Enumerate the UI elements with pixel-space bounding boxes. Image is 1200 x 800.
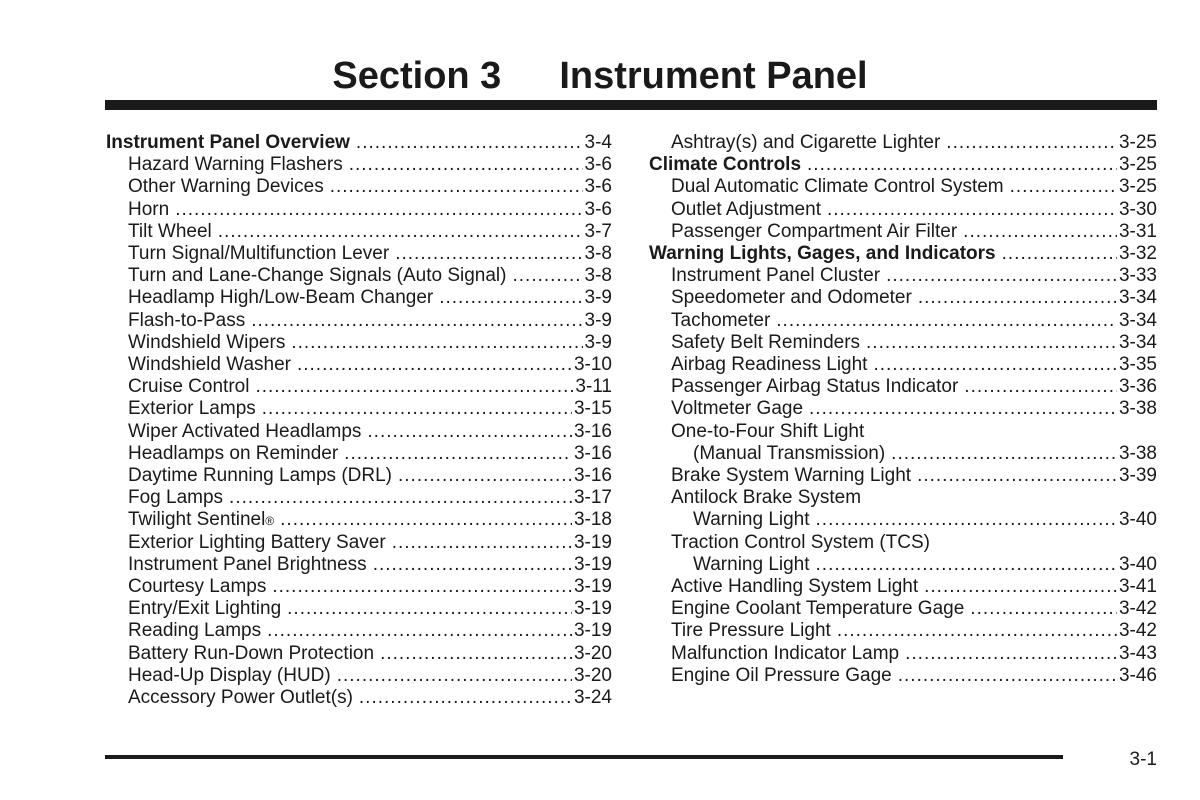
dot-leader bbox=[272, 576, 572, 598]
toc-entry-label: Engine Oil Pressure Gage bbox=[671, 664, 892, 686]
toc-entry-label: Instrument Panel Brightness bbox=[128, 553, 367, 575]
toc-entry[interactable] bbox=[106, 421, 612, 443]
toc-entry-page: 3-9 bbox=[584, 309, 612, 331]
toc-entry-page: 3-34 bbox=[1118, 309, 1157, 331]
toc-entry-page: 3-39 bbox=[1118, 465, 1157, 487]
toc-entry-page: 3-4 bbox=[584, 132, 612, 153]
toc-entry-page: 3-41 bbox=[1118, 576, 1157, 598]
dot-leader bbox=[512, 265, 582, 287]
dot-leader bbox=[175, 199, 582, 221]
toc-entry-label: Passenger Airbag Status Indicator bbox=[671, 376, 959, 398]
dot-leader bbox=[816, 509, 1117, 531]
toc-entry-page: 3-19 bbox=[573, 620, 612, 642]
toc-entry-label: Engine Coolant Temperature Gage bbox=[671, 598, 965, 620]
toc-entry-page: 3-9 bbox=[584, 287, 612, 309]
dot-leader bbox=[337, 665, 572, 687]
toc-entry-page: 3-34 bbox=[1118, 331, 1157, 353]
toc-entry-label: Hazard Warning Flashers bbox=[128, 154, 343, 176]
page-title bbox=[0, 52, 1200, 100]
toc-entry-label: Outlet Adjustment bbox=[671, 198, 821, 220]
toc-entry-label: Safety Belt Reminders bbox=[671, 331, 861, 353]
toc-entry-page: 3-8 bbox=[584, 243, 612, 265]
toc-entry[interactable] bbox=[649, 532, 1157, 554]
toc-entry-page: 3-31 bbox=[1118, 220, 1157, 242]
dot-leader bbox=[905, 643, 1117, 665]
toc-entry-page: 3-11 bbox=[575, 376, 612, 398]
dot-leader bbox=[251, 310, 582, 332]
toc-entry[interactable] bbox=[649, 421, 1157, 443]
toc-entry-label: Headlamps on Reminder bbox=[128, 442, 339, 464]
toc-entry-page: 3-16 bbox=[573, 465, 612, 487]
toc-entry-label: Ashtray(s) and Cigarette Lighter bbox=[671, 132, 941, 153]
dot-leader bbox=[439, 287, 582, 309]
toc-entry-page: 3-16 bbox=[573, 442, 612, 464]
toc-entry-page: 3-40 bbox=[1118, 509, 1157, 531]
toc-entry[interactable] bbox=[106, 465, 612, 487]
toc-entry[interactable] bbox=[649, 176, 1157, 198]
toc-entry-page: 3-17 bbox=[573, 487, 612, 509]
section-label: Section 3 bbox=[332, 55, 502, 97]
dot-leader bbox=[924, 576, 1117, 598]
toc-entry-page: 3-25 bbox=[1118, 176, 1157, 198]
toc-entry[interactable] bbox=[106, 443, 612, 465]
toc-entry-label: Dual Automatic Climate Control System bbox=[671, 176, 1004, 198]
toc-entry-label: Other Warning Devices bbox=[128, 176, 324, 198]
toc-entry-page: 3-19 bbox=[573, 598, 612, 620]
toc-entry-label: One-to-Four Shift Light bbox=[671, 420, 865, 442]
toc-entry[interactable] bbox=[106, 265, 612, 287]
toc-entry-label: Entry/Exit Lighting bbox=[128, 598, 282, 620]
toc-entry-page: 3-25 bbox=[1118, 132, 1157, 153]
dot-leader bbox=[373, 554, 572, 576]
toc-entry-page: 3-6 bbox=[584, 198, 612, 220]
toc-entry-label: Airbag Readiness Light bbox=[671, 354, 868, 376]
toc-entry-label: Tilt Wheel bbox=[128, 220, 212, 242]
toc-entry-page: 3-10 bbox=[573, 354, 612, 376]
toc-entry-page: 3-19 bbox=[573, 576, 612, 598]
dot-leader bbox=[330, 176, 583, 198]
toc-entry-label: Headlamp High/Low-Beam Changer bbox=[128, 287, 434, 309]
toc-entry[interactable] bbox=[649, 576, 1157, 598]
toc-entry-label: Instrument Panel Overview bbox=[106, 132, 350, 153]
dot-leader bbox=[776, 310, 1117, 332]
toc-entry-page: 3-32 bbox=[1118, 243, 1157, 265]
toc-entry[interactable] bbox=[106, 598, 612, 620]
toc-entry-label: Windshield Washer bbox=[128, 354, 291, 376]
toc-entry-page: 3-6 bbox=[584, 176, 612, 198]
toc-entry[interactable] bbox=[106, 376, 612, 398]
toc-entry-label: Flash-to-Pass bbox=[128, 309, 246, 331]
dot-leader bbox=[807, 154, 1117, 176]
toc-entry-page: 3-20 bbox=[573, 664, 612, 686]
dot-leader bbox=[229, 487, 572, 509]
page-number: 3-1 bbox=[1129, 749, 1157, 770]
toc-entry-label: Battery Run-Down Protection bbox=[128, 642, 375, 664]
toc-entry-label: (Manual Transmission) bbox=[693, 442, 886, 464]
toc-entry[interactable] bbox=[649, 287, 1157, 309]
dot-leader bbox=[816, 554, 1117, 576]
toc-entry-page: 3-38 bbox=[1118, 398, 1157, 420]
toc-entry[interactable] bbox=[106, 643, 612, 665]
dot-leader bbox=[837, 620, 1117, 642]
dot-leader bbox=[891, 443, 1117, 465]
toc-entry[interactable] bbox=[649, 376, 1157, 398]
dot-leader bbox=[964, 376, 1117, 398]
dot-leader bbox=[395, 243, 582, 265]
toc-entry[interactable] bbox=[649, 465, 1157, 487]
toc-entry[interactable] bbox=[106, 332, 612, 354]
toc-entry[interactable] bbox=[649, 554, 1157, 576]
toc-entry-page: 3-15 bbox=[573, 398, 612, 420]
toc-entry-label: Turn Signal/Multifunction Lever bbox=[128, 243, 390, 265]
toc-entry-label: Warning Light bbox=[693, 509, 810, 531]
toc-entry-page: 3-16 bbox=[573, 420, 612, 442]
dot-leader bbox=[255, 376, 573, 398]
toc-entry-page: 3-34 bbox=[1118, 287, 1157, 309]
dot-leader bbox=[809, 398, 1117, 420]
dot-leader bbox=[886, 265, 1117, 287]
toc-entry[interactable]: Twilight Sentinel ® ..... 3-18 bbox=[106, 509, 612, 531]
toc-section-entry[interactable] bbox=[106, 132, 612, 154]
toc-entry[interactable] bbox=[106, 310, 612, 332]
toc-entry[interactable] bbox=[106, 176, 612, 198]
title-rule bbox=[105, 100, 1157, 110]
toc-entry[interactable] bbox=[106, 243, 612, 265]
toc-entry-page: 3-25 bbox=[1118, 154, 1157, 176]
dot-leader bbox=[898, 665, 1117, 687]
toc-entry-label: Turn and Lane-Change Signals (Auto Signal) bbox=[128, 265, 507, 287]
toc-entry[interactable] bbox=[106, 354, 612, 376]
dot-leader bbox=[1010, 176, 1117, 198]
toc-entry-page: 3-42 bbox=[1118, 620, 1157, 642]
toc-column-right bbox=[649, 132, 1157, 687]
toc-entry[interactable] bbox=[106, 620, 612, 642]
toc-entry-label: Brake System Warning Light bbox=[671, 465, 912, 487]
toc-entry-label: Antilock Brake System bbox=[671, 487, 862, 509]
toc-entry-page: 3-43 bbox=[1118, 642, 1157, 664]
toc-entry-page: 3-6 bbox=[584, 154, 612, 176]
dot-leader bbox=[963, 221, 1117, 243]
toc-entry-label: Fog Lamps bbox=[128, 487, 224, 509]
toc-entry[interactable] bbox=[106, 687, 612, 709]
toc-entry[interactable] bbox=[106, 665, 612, 687]
toc-entry[interactable] bbox=[106, 554, 612, 576]
toc-entry[interactable] bbox=[106, 576, 612, 598]
toc-entry-label: Exterior Lighting Battery Saver bbox=[128, 531, 386, 553]
dot-leader bbox=[287, 598, 572, 620]
toc-entry-page: 3-24 bbox=[573, 687, 612, 709]
toc-entry[interactable] bbox=[649, 221, 1157, 243]
toc-entry[interactable] bbox=[649, 332, 1157, 354]
toc-entry[interactable] bbox=[649, 509, 1157, 531]
toc-entry[interactable] bbox=[649, 487, 1157, 509]
toc-entry[interactable] bbox=[649, 620, 1157, 642]
dot-leader bbox=[873, 354, 1117, 376]
toc-column-left bbox=[106, 132, 612, 709]
toc-entry-label: Warning Light bbox=[693, 553, 810, 575]
toc-entry[interactable] bbox=[106, 154, 612, 176]
toc-entry-label: Wiper Activated Headlamps bbox=[128, 420, 362, 442]
toc-entry-label: Voltmeter Gage bbox=[671, 398, 804, 420]
toc-entry-label: Twilight Sentinel bbox=[128, 509, 266, 531]
dot-leader bbox=[392, 532, 572, 554]
toc-entry-page: 3-9 bbox=[584, 331, 612, 353]
dot-leader bbox=[1002, 243, 1117, 265]
toc-entry-label: Windshield Wipers bbox=[128, 331, 286, 353]
toc-entry[interactable] bbox=[649, 265, 1157, 287]
toc-entry-label: Speedometer and Odometer bbox=[671, 287, 912, 309]
toc-entry-label: Exterior Lamps bbox=[128, 398, 256, 420]
toc-entry-label: Instrument Panel Cluster bbox=[671, 265, 881, 287]
toc-entry[interactable] bbox=[106, 487, 612, 509]
toc-entry[interactable] bbox=[649, 199, 1157, 221]
toc-entry[interactable] bbox=[649, 354, 1157, 376]
toc-entry-page: 3-20 bbox=[573, 642, 612, 664]
toc-entry[interactable] bbox=[106, 221, 612, 243]
toc-entry-page: 3-8 bbox=[584, 265, 612, 287]
toc-entry-label: Tire Pressure Light bbox=[671, 620, 831, 642]
toc-entry-page: 3-19 bbox=[573, 531, 612, 553]
toc-entry[interactable] bbox=[106, 287, 612, 309]
toc-entry[interactable] bbox=[649, 598, 1157, 620]
toc-entry[interactable] bbox=[649, 310, 1157, 332]
dot-leader bbox=[344, 443, 572, 465]
dot-leader bbox=[267, 620, 572, 642]
toc-entry-page: 3-42 bbox=[1118, 598, 1157, 620]
toc-section-entry[interactable] bbox=[649, 243, 1157, 265]
dot-leader bbox=[866, 332, 1117, 354]
toc-entry[interactable] bbox=[649, 132, 1157, 154]
dot-leader bbox=[349, 154, 583, 176]
toc-entry-page: 3-38 bbox=[1118, 442, 1157, 464]
section-title: Instrument Panel bbox=[559, 55, 868, 97]
dot-leader bbox=[356, 132, 583, 154]
toc-entry-label: Tachometer bbox=[671, 309, 771, 331]
toc-entry-page: 3-40 bbox=[1118, 553, 1157, 575]
dot-leader bbox=[218, 221, 583, 243]
dot-leader bbox=[398, 465, 572, 487]
toc-entry-label: Climate Controls bbox=[649, 154, 802, 176]
dot-leader bbox=[827, 199, 1117, 221]
toc-entry-label: Reading Lamps bbox=[128, 620, 262, 642]
dot-leader bbox=[367, 421, 572, 443]
dot-leader bbox=[946, 132, 1117, 154]
toc-entry[interactable] bbox=[106, 199, 612, 221]
toc-entry[interactable] bbox=[649, 643, 1157, 665]
toc-entry-page: 3-18 bbox=[573, 509, 612, 531]
toc-entry-label: Horn bbox=[128, 198, 170, 220]
toc-entry[interactable] bbox=[649, 398, 1157, 420]
toc-entry-page: 3-36 bbox=[1118, 376, 1157, 398]
toc-entry-label: Courtesy Lamps bbox=[128, 576, 267, 598]
toc-entry-label: Accessory Power Outlet(s) bbox=[128, 687, 353, 709]
dot-leader bbox=[918, 287, 1117, 309]
toc-entry-page: 3-35 bbox=[1118, 354, 1157, 376]
toc-entry[interactable] bbox=[106, 532, 612, 554]
toc-entry-page: 3-7 bbox=[584, 220, 612, 242]
dot-leader bbox=[280, 509, 572, 531]
toc-entry-label: Head-Up Display (HUD) bbox=[128, 664, 331, 686]
toc-entry-page: 3-19 bbox=[573, 553, 612, 575]
dot-leader bbox=[291, 332, 582, 354]
dot-leader bbox=[917, 465, 1117, 487]
toc-entry-label: Daytime Running Lamps (DRL) bbox=[128, 465, 392, 487]
toc-section-entry[interactable] bbox=[649, 154, 1157, 176]
footer-rule bbox=[105, 755, 1063, 759]
dot-leader bbox=[297, 354, 572, 376]
dot-leader bbox=[970, 598, 1117, 620]
toc-entry-page: 3-30 bbox=[1118, 198, 1157, 220]
dot-leader bbox=[359, 687, 572, 709]
toc-entry-page: 3-46 bbox=[1118, 664, 1157, 686]
toc-entry-label: Warning Lights, Gages, and Indicators bbox=[649, 243, 996, 265]
dot-leader bbox=[262, 398, 572, 420]
toc-entry-label: Active Handling System Light bbox=[671, 576, 919, 598]
toc-entry-page: 3-33 bbox=[1118, 265, 1157, 287]
toc-entry-label: Traction Control System (TCS) bbox=[671, 531, 931, 553]
dot-leader bbox=[380, 643, 572, 665]
toc-entry[interactable] bbox=[106, 398, 612, 420]
toc-entry-label: Malfunction Indicator Lamp bbox=[671, 642, 900, 664]
toc-entry-label: Passenger Compartment Air Filter bbox=[671, 220, 958, 242]
toc-entry[interactable] bbox=[649, 443, 1157, 465]
toc-entry-label: Cruise Control bbox=[128, 376, 250, 398]
toc-entry[interactable] bbox=[649, 665, 1157, 687]
